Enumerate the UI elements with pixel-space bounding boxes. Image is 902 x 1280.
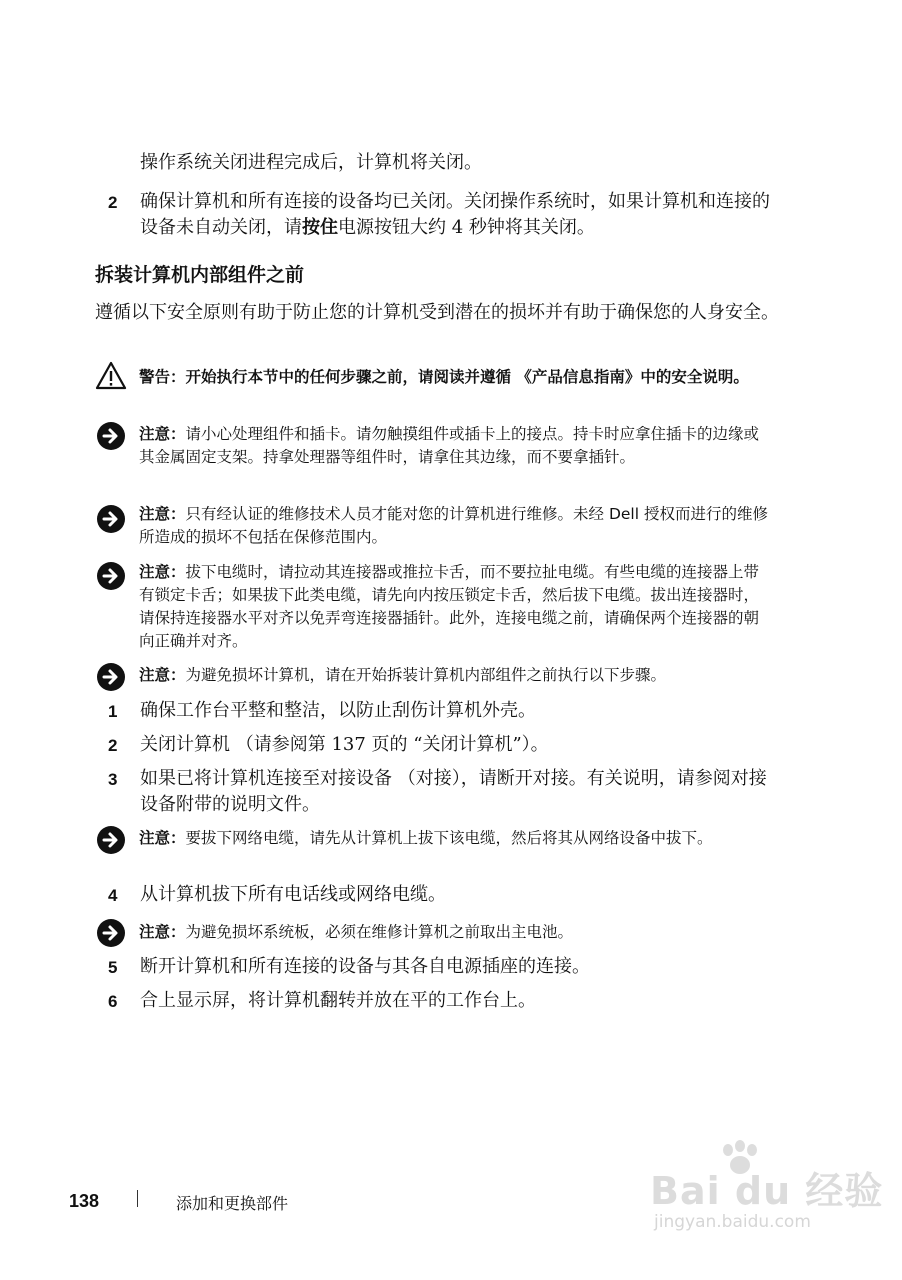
watermark-logo: Bai du 经验 [650,1169,884,1213]
step-text: 如果已将计算机连接至对接设备 （对接），请断开对接。有关说明，请参阅对接设备附带的说明文件。 [140,768,767,815]
notice-label: 注意： [139,425,186,443]
notice-icon [95,503,127,535]
step-number: 2 [108,193,118,212]
notice-text [139,664,769,687]
warning-text [139,366,769,389]
step-text: 确保工作台平整和整洁，以防止刮伤计算机外壳。 [140,700,536,721]
notice-label: 注意： [139,505,186,523]
notice-icon [95,917,127,949]
notice-text [139,921,769,944]
notice-label: 注意： [139,829,186,847]
notice-text [139,561,769,653]
step-number: 6 [108,992,118,1011]
warning-content: 开始执行本节中的任何步骤之前，请阅读并遵循 《产品信息指南》中的安全说明。 [185,368,749,386]
step-text: 关闭计算机 （请参阅第 137 页的 “关闭计算机”）。 [140,734,549,755]
step-text: 断开计算机和所有连接的设备与其各自电源插座的连接。 [140,956,590,977]
notice-label: 注意： [139,563,186,581]
step-text: 合上显示屏，将计算机翻转并放在平的工作台上。 [140,990,536,1011]
notice-icon [95,560,127,592]
notice-content: 为避免损坏计算机，请在开始拆装计算机内部组件之前执行以下步骤。 [185,666,667,684]
step-number: 3 [108,770,118,789]
notice-label: 注意： [139,923,186,941]
notice-content: 请小心处理组件和插卡。请勿触摸组件或插卡上的接点。持卡时应拿住插卡的边缘或其金属固定支架。持拿处理器等组件时，请拿住其边缘，而不要拿插针。 [139,425,760,466]
step-number: 4 [108,886,118,905]
step-text-after: 电源按钮大约 4 秒钟将其关闭。 [338,217,595,238]
warning-triangle-icon [95,360,127,392]
step-number: 2 [108,736,118,755]
notice-content: 为避免损坏系统板，必须在维修计算机之前取出主电池。 [185,923,574,941]
footer-divider [137,1190,138,1207]
notice-content: 要拔下网络电缆，请先从计算机上拔下该电缆，然后将其从网络设备中拔下。 [185,829,713,847]
step-number: 1 [108,702,118,721]
notice-icon [95,661,127,693]
step-text-before: 确保计算机和所有连接的设备均已关闭。关闭操作系统时，如果计算机和连接的设备未自动关闭，请 [140,191,770,238]
notice-icon [95,824,127,856]
section-heading: 拆装计算机内部组件之前 [95,264,305,286]
notice-text [139,827,769,850]
step-text-bold: 按住 [302,217,338,238]
chapter-title: 添加和更换部件 [176,1194,289,1213]
notice-content: 只有经认证的维修技术人员才能对您的计算机进行维修。未经 Dell 授权而进行的维修所造成的损坏不包括在保修范围内。 [139,505,768,546]
warning-label: 警告： [139,368,186,386]
step-number: 5 [108,958,118,977]
baidu-watermark [650,1140,890,1240]
notice-text [139,503,769,549]
notice-content: 拔下电缆时，请拉动其连接器或推拉卡舌，而不要拉扯电缆。有些电缆的连接器上带有锁定卡舌；如果拔下此类电缆，请先向内按压锁定卡舌，然后拔下电缆。拔出连接器时，请保持连接器水平对齐以免弄弯连接器插针。此外，连接电缆之前，请确保两个连接器的朝向正确并对齐。 [139,563,760,650]
step-text [140,189,780,241]
step-text: 从计算机拔下所有电话线或网络电缆。 [140,884,446,905]
notice-label: 注意： [139,666,186,684]
intro-line: 操作系统关闭进程完成后，计算机将关闭。 [140,152,482,173]
section-intro: 遵循以下安全原则有助于防止您的计算机受到潜在的损坏并有助于确保您的人身安全。 [95,302,779,323]
page-number: 138 [69,1191,100,1211]
notice-text [139,423,769,469]
notice-icon [95,420,127,452]
watermark-url: jingyan.baidu.com [654,1212,811,1232]
